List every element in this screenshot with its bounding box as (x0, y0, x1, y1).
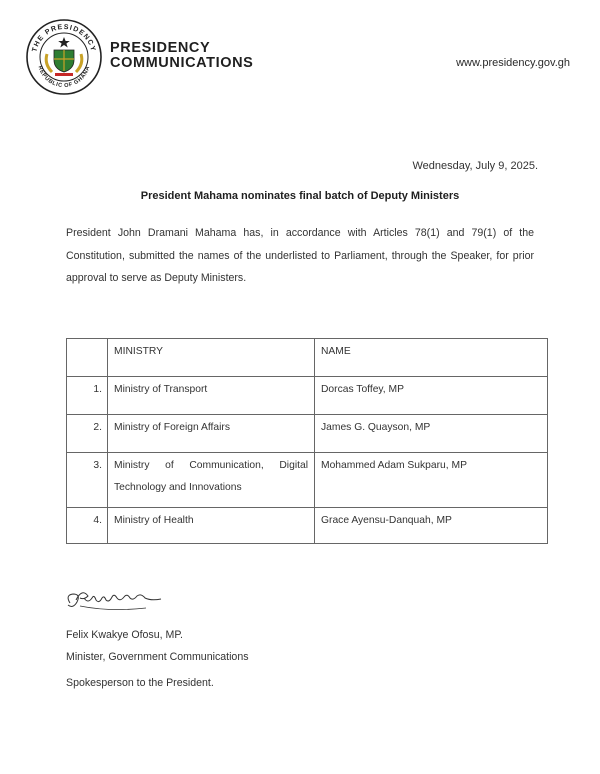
row-name: James G. Quayson, MP (315, 415, 548, 453)
signatory-role: Minister, Government Communications (66, 651, 249, 663)
signatory-name: Felix Kwakye Ofosu, MP. (66, 629, 183, 641)
table-header-name: NAME (315, 339, 548, 377)
release-date: Wednesday, July 9, 2025. (412, 160, 538, 172)
handwritten-signature (62, 586, 192, 616)
release-title: President Mahama nominates final batch of Deputy Ministers (140, 190, 460, 202)
table-row (67, 453, 548, 508)
row-ministry: Ministry of Foreign Affairs (108, 415, 315, 453)
table-header-num (67, 339, 108, 377)
row-ministry: Ministry of Health (108, 508, 315, 544)
brand-line-1: PRESIDENCY (110, 40, 211, 56)
brand-line-2: COMMUNICATIONS (110, 55, 254, 71)
brand-title (110, 41, 253, 71)
website-link[interactable]: www.presidency.gov.gh (456, 57, 570, 69)
table-header-ministry: MINISTRY (108, 339, 315, 377)
row-ministry: Ministry of Communication, Digital Technology and Innovations (108, 453, 315, 508)
row-name: Dorcas Toffey, MP (315, 377, 548, 415)
table-header-row (67, 339, 548, 377)
row-name: Grace Ayensu-Danquah, MP (315, 508, 548, 544)
seal-text-top: THE PRESIDENCY (31, 23, 97, 53)
row-name: Mohammed Adam Sukparu, MP (315, 453, 548, 508)
presidency-seal-icon (25, 18, 103, 96)
seal-text-bottom: REPUBLIC OF GHANA (36, 65, 92, 90)
body-paragraph: President John Dramani Mahama has, in accordance with Articles 78(1) and 79(1) of the Constitution, submitted the names of the underlisted to Parliament, through the Speaker, for prior approval to serve as Deputy Ministers. (66, 227, 534, 284)
row-number: 1. (67, 377, 108, 415)
row-number: 2. (67, 415, 108, 453)
signatory-spokesperson: Spokesperson to the President. (66, 677, 214, 689)
nominees-table (66, 338, 548, 544)
row-ministry: Ministry of Transport (108, 377, 315, 415)
table-row (67, 377, 548, 415)
row-number: 3. (67, 453, 108, 508)
signatory-block (66, 624, 249, 668)
table-row (67, 415, 548, 453)
table-row (67, 508, 548, 544)
row-number: 4. (67, 508, 108, 544)
